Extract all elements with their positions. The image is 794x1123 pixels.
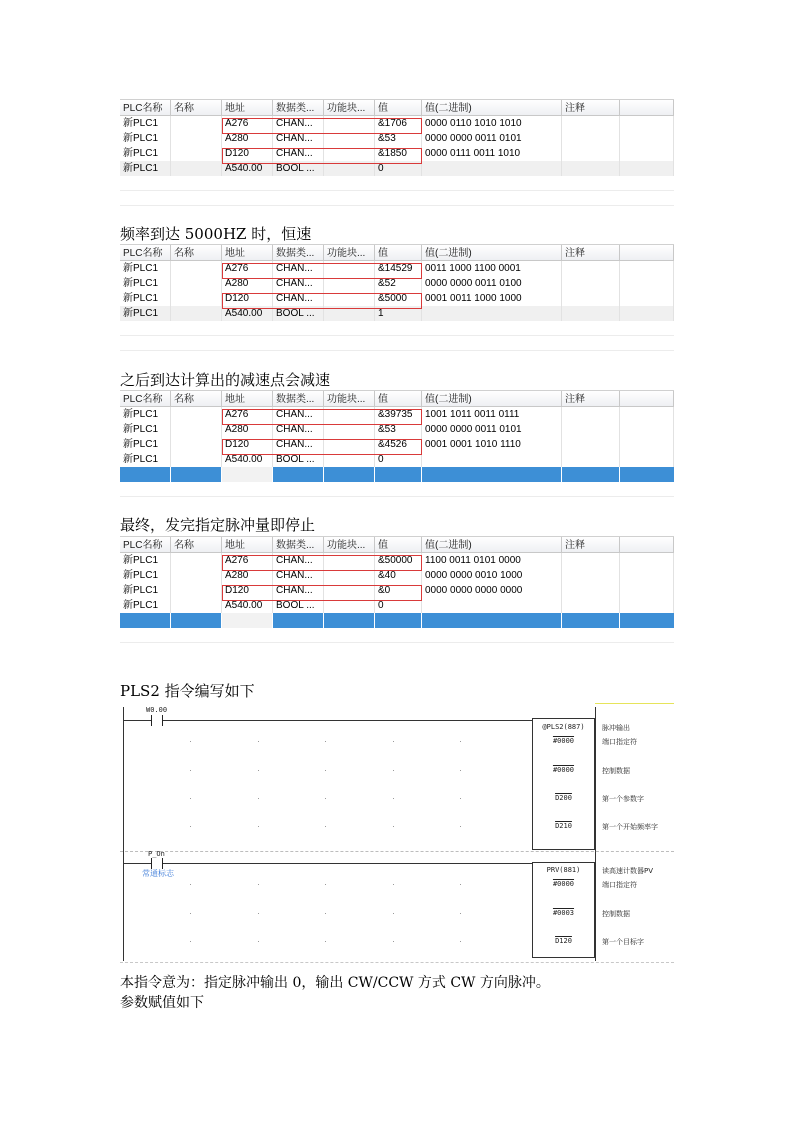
cell-value[interactable]: &50000: [375, 553, 422, 568]
table-row[interactable]: [120, 276, 674, 291]
cell-value[interactable]: &1850: [375, 146, 422, 161]
cell-name: [171, 291, 222, 306]
grid-dot: [258, 770, 259, 771]
col-name[interactable]: 名称: [171, 537, 222, 554]
cell-type: CHAN...: [273, 291, 324, 306]
grid-dot: [190, 770, 191, 771]
grid-dot: [393, 884, 394, 885]
cell-name: [171, 261, 222, 276]
cell-fb: [324, 598, 375, 613]
col-function-block[interactable]: 功能块...: [324, 100, 375, 117]
cell-address: A280: [222, 422, 273, 437]
grid-dot: [460, 770, 461, 771]
cell-type: CHAN...: [273, 583, 324, 598]
pls2-operand-comment: 第一个开始频率字: [602, 823, 658, 831]
col-value[interactable]: 值: [375, 537, 422, 554]
cell-address: A276: [222, 116, 273, 131]
cell-plc: 新PLC1: [120, 598, 171, 613]
grid-dot: [460, 941, 461, 942]
grid-dot: [460, 826, 461, 827]
prv-instruction-name: PRV(881): [546, 866, 581, 874]
cell-binary: 0011 1000 1100 0001: [422, 261, 562, 276]
cell-comment: [562, 161, 620, 176]
col-address[interactable]: 地址: [222, 391, 273, 408]
cell-binary: 0000 0000 0011 0100: [422, 276, 562, 291]
cell-name: [171, 553, 222, 568]
rung2-wire: [123, 863, 532, 864]
watch-table-1: [120, 99, 674, 206]
cell-address: A540.00: [222, 452, 273, 467]
sel-cell: [562, 467, 620, 482]
grid-dot: [393, 741, 394, 742]
cell-comment: [562, 568, 620, 583]
cell-value[interactable]: 0: [375, 452, 422, 467]
grid-dot: [325, 741, 326, 742]
table-row[interactable]: [120, 452, 674, 467]
cell-binary: [422, 598, 562, 613]
cell-type: CHAN...: [273, 131, 324, 146]
cell-comment: [562, 598, 620, 613]
grid-dot: [190, 741, 191, 742]
cell-extra: [620, 407, 674, 422]
cell-address: D120: [222, 583, 273, 598]
cell-binary: 1001 1011 0011 0111: [422, 407, 562, 422]
empty-row[interactable]: [120, 176, 674, 191]
grid-dot: [460, 913, 461, 914]
cell-comment: [562, 407, 620, 422]
cell-type: CHAN...: [273, 261, 324, 276]
cell-fb: [324, 146, 375, 161]
right-power-rail: [595, 707, 596, 961]
cell-address: A280: [222, 276, 273, 291]
cell-fb: [324, 452, 375, 467]
watch-table-3: [120, 390, 674, 497]
grid-dot: [460, 884, 461, 885]
grid-dot: [325, 941, 326, 942]
cell-fb: [324, 422, 375, 437]
cell-extra: [620, 161, 674, 176]
cell-value[interactable]: &53: [375, 422, 422, 437]
rung1-no-contact[interactable]: [151, 715, 163, 726]
col-binary-value[interactable]: 值(二进制): [422, 100, 562, 117]
pls2-operand-start-freq: D210: [555, 822, 572, 830]
cell-address: A540.00: [222, 306, 273, 321]
cell-plc: 新PLC1: [120, 407, 171, 422]
grid-dot: [190, 941, 191, 942]
col-comment[interactable]: 注释: [562, 391, 620, 408]
grid-dot: [393, 826, 394, 827]
cell-name: [171, 146, 222, 161]
cell-address: A276: [222, 553, 273, 568]
cell-fb: [324, 407, 375, 422]
col-plc-name[interactable]: PLC名称: [120, 391, 171, 408]
cell-name: [171, 407, 222, 422]
cell-extra: [620, 261, 674, 276]
cell-name: [171, 306, 222, 321]
cell-fb: [324, 276, 375, 291]
ladder-top-edge: [595, 703, 674, 704]
cell-value[interactable]: &53: [375, 131, 422, 146]
cell-plc: 新PLC1: [120, 276, 171, 291]
cell-extra: [620, 276, 674, 291]
pls2-instruction-name: @PLS2(887): [542, 723, 585, 731]
prv-operand-comment: 控制数据: [602, 910, 630, 918]
sel-cell: [171, 467, 222, 482]
col-function-block[interactable]: 功能块...: [324, 245, 375, 262]
cell-plc: 新PLC1: [120, 553, 171, 568]
grid-dot: [190, 798, 191, 799]
sel-cell-focused: [222, 613, 273, 628]
sel-cell-focused: [222, 467, 273, 482]
cell-type: CHAN...: [273, 116, 324, 131]
col-function-block[interactable]: 功能块...: [324, 391, 375, 408]
cell-fb: [324, 306, 375, 321]
grid-dot: [393, 770, 394, 771]
pls2-operand-control: #0000: [552, 766, 575, 774]
cell-address: A276: [222, 261, 273, 276]
cell-type: BOOL ...: [273, 306, 324, 321]
cell-fb: [324, 131, 375, 146]
cell-binary: 0000 0000 0010 1000: [422, 568, 562, 583]
sel-cell: [273, 613, 324, 628]
table-row[interactable]: [120, 146, 674, 161]
sel-cell: [422, 613, 562, 628]
table-row[interactable]: [120, 407, 674, 422]
sel-cell: [562, 613, 620, 628]
cell-name: [171, 276, 222, 291]
cell-binary: 0000 0000 0011 0101: [422, 131, 562, 146]
cell-plc: 新PLC1: [120, 568, 171, 583]
cell-address: D120: [222, 291, 273, 306]
cell-binary: 0001 0001 1010 1110: [422, 437, 562, 452]
cell-plc: 新PLC1: [120, 161, 171, 176]
sel-cell: [324, 613, 375, 628]
cell-binary: 1100 0011 0101 0000: [422, 553, 562, 568]
cell-extra: [620, 452, 674, 467]
cell-value[interactable]: &14529: [375, 261, 422, 276]
grid-dot: [325, 798, 326, 799]
cell-plc: 新PLC1: [120, 116, 171, 131]
col-name[interactable]: 名称: [171, 100, 222, 117]
cell-comment: [562, 131, 620, 146]
cell-name: [171, 161, 222, 176]
sel-cell: [171, 613, 222, 628]
rung2-contact-address: P_On: [148, 850, 165, 858]
cell-plc: 新PLC1: [120, 422, 171, 437]
prv-operand-port: #0000: [552, 880, 575, 888]
rung-separator: [120, 851, 674, 852]
prv-comment: 读高速计数器PV: [602, 867, 654, 875]
cell-name: [171, 452, 222, 467]
rung2-contact-symbol: 常通标志: [142, 869, 174, 878]
empty-row[interactable]: [120, 482, 674, 497]
rung1-wire: [123, 720, 532, 721]
cell-extra: [620, 422, 674, 437]
table-row[interactable]: [120, 437, 674, 452]
cell-name: [171, 116, 222, 131]
col-name[interactable]: 名称: [171, 245, 222, 262]
table-row[interactable]: [120, 116, 674, 131]
col-binary-value[interactable]: 值(二进制): [422, 391, 562, 408]
grid-dot: [190, 884, 191, 885]
cell-value[interactable]: &52: [375, 276, 422, 291]
grid-dot: [258, 741, 259, 742]
cell-fb: [324, 583, 375, 598]
watch-table-4: [120, 536, 674, 643]
cell-address: A280: [222, 568, 273, 583]
cell-extra: [620, 146, 674, 161]
cell-type: CHAN...: [273, 276, 324, 291]
cell-type: BOOL ...: [273, 452, 324, 467]
cell-extra: [620, 306, 674, 321]
cell-extra: [620, 437, 674, 452]
col-value[interactable]: 值: [375, 391, 422, 408]
col-binary-value[interactable]: 值(二进制): [422, 537, 562, 554]
cell-value[interactable]: 1: [375, 306, 422, 321]
cell-plc: 新PLC1: [120, 452, 171, 467]
instruction-explanation: 本指令意为：指定脉冲输出 0，输出 CW/CCW 方式 CW 方向脉冲。: [120, 975, 550, 991]
cell-binary: 0000 0000 0011 0101: [422, 422, 562, 437]
cell-fb: [324, 291, 375, 306]
grid-dot: [393, 798, 394, 799]
col-data-type[interactable]: 数据类...: [273, 391, 324, 408]
watch-table-2: [120, 244, 674, 351]
caption-stop: 最终，发完指定脉冲量即停止: [120, 516, 316, 534]
sel-cell: [120, 467, 171, 482]
table-row[interactable]: [120, 422, 674, 437]
col-data-type[interactable]: 数据类...: [273, 245, 324, 262]
cell-comment: [562, 116, 620, 131]
cell-type: CHAN...: [273, 437, 324, 452]
col-address[interactable]: 地址: [222, 537, 273, 554]
cell-type: CHAN...: [273, 407, 324, 422]
rung1-contact-address: W0.00: [146, 706, 168, 714]
caption-pls2: PLS2 指令编写如下: [120, 682, 255, 700]
cell-value[interactable]: 0: [375, 598, 422, 613]
cell-value[interactable]: &5000: [375, 291, 422, 306]
cell-plc: 新PLC1: [120, 131, 171, 146]
empty-row[interactable]: [120, 336, 674, 351]
cell-comment: [562, 261, 620, 276]
cell-comment: [562, 291, 620, 306]
cell-binary: [422, 452, 562, 467]
cell-value[interactable]: &39735: [375, 407, 422, 422]
col-binary-value[interactable]: 值(二进制): [422, 245, 562, 262]
cell-plc: 新PLC1: [120, 291, 171, 306]
cell-extra: [620, 568, 674, 583]
cell-binary: [422, 306, 562, 321]
col-value[interactable]: 值: [375, 245, 422, 262]
table-row[interactable]: [120, 161, 674, 176]
col-comment[interactable]: 注释: [562, 100, 620, 117]
empty-row[interactable]: [120, 321, 674, 336]
cell-comment: [562, 146, 620, 161]
prv-operand-target: D120: [555, 937, 572, 945]
cell-value[interactable]: &4526: [375, 437, 422, 452]
sel-cell: [422, 467, 562, 482]
grid-dot: [393, 941, 394, 942]
cell-name: [171, 131, 222, 146]
sel-cell: [375, 613, 422, 628]
grid-dot: [393, 913, 394, 914]
cell-binary: [422, 161, 562, 176]
cell-fb: [324, 437, 375, 452]
grid-dot: [325, 884, 326, 885]
col-address[interactable]: 地址: [222, 245, 273, 262]
cell-comment: [562, 276, 620, 291]
table-header: [120, 244, 674, 261]
col-comment[interactable]: 注释: [562, 537, 620, 554]
cell-type: CHAN...: [273, 568, 324, 583]
cell-plc: 新PLC1: [120, 146, 171, 161]
cell-fb: [324, 568, 375, 583]
sel-cell: [120, 613, 171, 628]
cell-type: CHAN...: [273, 422, 324, 437]
pls2-operand-comment: 第一个参数字: [602, 795, 644, 803]
pls2-operand-comment: 端口指定符: [602, 738, 637, 746]
table-row[interactable]: [120, 261, 674, 276]
caption-constant-speed: 频率到达 5000HZ 时，恒速: [120, 225, 312, 243]
cell-address: A280: [222, 131, 273, 146]
cell-binary: 0000 0111 0011 1010: [422, 146, 562, 161]
col-plc-name[interactable]: PLC名称: [120, 245, 171, 262]
selected-row[interactable]: [120, 467, 674, 482]
table-row[interactable]: [120, 306, 674, 321]
table-row[interactable]: [120, 131, 674, 146]
cell-value[interactable]: &1706: [375, 116, 422, 131]
cell-extra: [620, 583, 674, 598]
parameter-heading: 参数赋值如下: [120, 995, 204, 1011]
grid-dot: [325, 770, 326, 771]
grid-dot: [190, 826, 191, 827]
col-name[interactable]: 名称: [171, 391, 222, 408]
cell-fb: [324, 553, 375, 568]
cell-name: [171, 422, 222, 437]
cell-extra: [620, 131, 674, 146]
table-row[interactable]: [120, 553, 674, 568]
sel-cell: [324, 467, 375, 482]
ladder-diagram: [120, 703, 674, 965]
table-row[interactable]: [120, 291, 674, 306]
col-extra: [620, 537, 674, 554]
sel-cell: [375, 467, 422, 482]
cell-name: [171, 583, 222, 598]
cell-extra: [620, 291, 674, 306]
grid-dot: [258, 941, 259, 942]
cell-name: [171, 598, 222, 613]
ladder-bottom-edge: [120, 962, 674, 963]
cell-plc: 新PLC1: [120, 261, 171, 276]
col-extra: [620, 245, 674, 262]
col-address[interactable]: 地址: [222, 100, 273, 117]
col-data-type[interactable]: 数据类...: [273, 100, 324, 117]
cell-binary: 0001 0011 1000 1000: [422, 291, 562, 306]
col-extra: [620, 391, 674, 408]
cell-name: [171, 568, 222, 583]
cell-type: BOOL ...: [273, 598, 324, 613]
cell-type: CHAN...: [273, 553, 324, 568]
prv-operand-control: #0003: [552, 909, 575, 917]
cell-address: A540.00: [222, 161, 273, 176]
grid-dot: [325, 913, 326, 914]
cell-binary: 0000 0000 0000 0000: [422, 583, 562, 598]
col-plc-name[interactable]: PLC名称: [120, 537, 171, 554]
col-function-block[interactable]: 功能块...: [324, 537, 375, 554]
col-data-type[interactable]: 数据类...: [273, 537, 324, 554]
table-row[interactable]: [120, 583, 674, 598]
cell-extra: [620, 598, 674, 613]
selected-row[interactable]: [120, 613, 674, 628]
cell-address: D120: [222, 146, 273, 161]
cell-comment: [562, 583, 620, 598]
grid-dot: [325, 826, 326, 827]
cell-address: A276: [222, 407, 273, 422]
table-header: [120, 536, 674, 553]
pls2-operand-comment: 控制数据: [602, 767, 630, 775]
col-value[interactable]: 值: [375, 100, 422, 117]
grid-dot: [460, 798, 461, 799]
cell-fb: [324, 161, 375, 176]
cell-comment: [562, 452, 620, 467]
cell-plc: 新PLC1: [120, 583, 171, 598]
cell-type: CHAN...: [273, 146, 324, 161]
cell-plc: 新PLC1: [120, 437, 171, 452]
pls2-operand-param: D200: [555, 794, 572, 802]
grid-dot: [258, 798, 259, 799]
grid-dot: [460, 741, 461, 742]
prv-operand-comment: 第一个目标字: [602, 938, 644, 946]
cell-comment: [562, 422, 620, 437]
col-comment[interactable]: 注释: [562, 245, 620, 262]
prv-operand-comment: 端口指定符: [602, 881, 637, 889]
cell-comment: [562, 306, 620, 321]
pls2-operand-port: #0000: [552, 737, 575, 745]
empty-row[interactable]: [120, 191, 674, 206]
table-row[interactable]: [120, 598, 674, 613]
cell-name: [171, 437, 222, 452]
cell-value[interactable]: &40: [375, 568, 422, 583]
cell-fb: [324, 116, 375, 131]
cell-extra: [620, 553, 674, 568]
col-plc-name[interactable]: PLC名称: [120, 100, 171, 117]
cell-fb: [324, 261, 375, 276]
col-extra: [620, 100, 674, 117]
grid-dot: [190, 913, 191, 914]
caption-deceleration: 之后到达计算出的减速点会减速: [120, 371, 331, 389]
sel-cell: [273, 467, 324, 482]
table-row[interactable]: [120, 568, 674, 583]
table-header: [120, 390, 674, 407]
grid-dot: [258, 913, 259, 914]
cell-address: A540.00: [222, 598, 273, 613]
pls2-comment: 脉冲输出: [602, 724, 630, 732]
cell-value[interactable]: 0: [375, 161, 422, 176]
left-power-rail: [123, 707, 124, 961]
grid-dot: [258, 826, 259, 827]
cell-type: BOOL ...: [273, 161, 324, 176]
cell-plc: 新PLC1: [120, 306, 171, 321]
cell-comment: [562, 437, 620, 452]
cell-binary: 0000 0110 1010 1010: [422, 116, 562, 131]
cell-value[interactable]: &0: [375, 583, 422, 598]
empty-row[interactable]: [120, 628, 674, 643]
cell-comment: [562, 553, 620, 568]
grid-dot: [258, 884, 259, 885]
cell-address: D120: [222, 437, 273, 452]
table-header: [120, 99, 674, 116]
cell-extra: [620, 116, 674, 131]
